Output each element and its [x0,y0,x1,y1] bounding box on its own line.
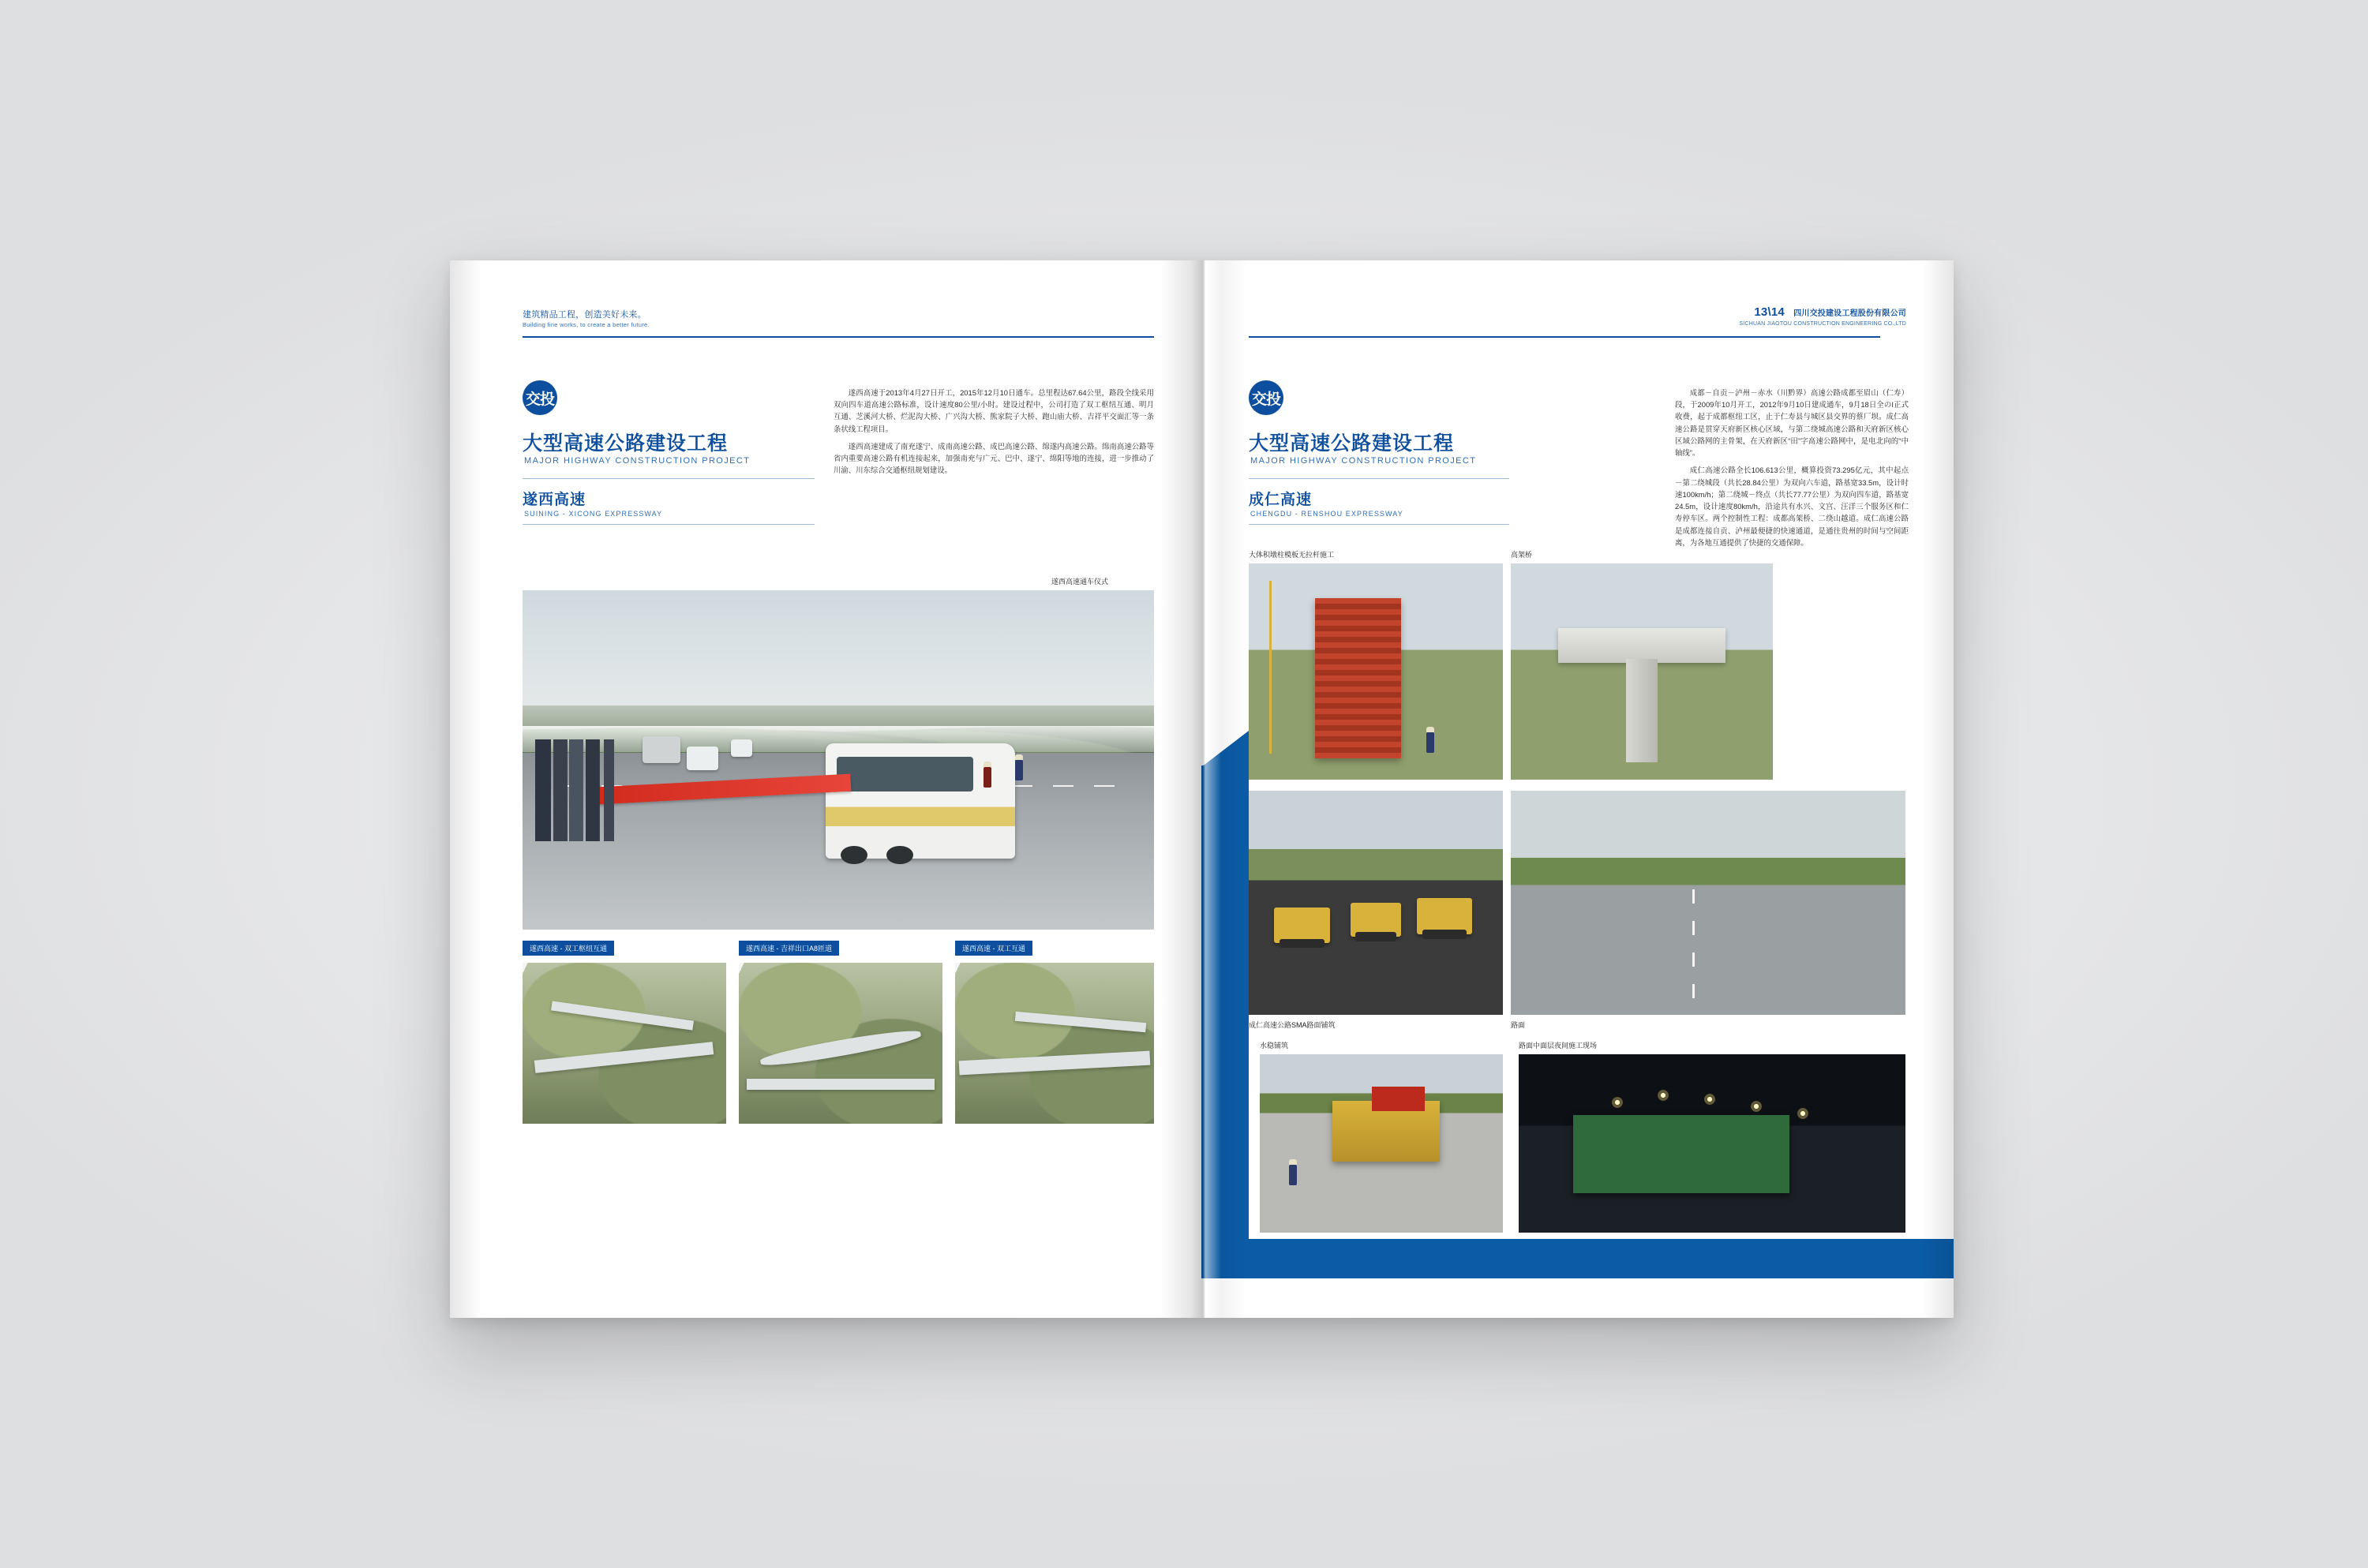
blue-side-strip [1201,765,1249,1239]
photo-paver-cab [1372,1087,1426,1112]
caption-formwork: 大体积墩柱模板无拉杆施工 [1249,551,1335,559]
header-right-block [1739,305,1906,328]
title-divider [523,478,815,479]
blue-wedge-top [1201,731,1249,767]
magazine-spread [450,260,1954,1318]
photo-work-light-4 [1751,1101,1762,1112]
header-rule-right [1249,336,1880,338]
photo-work-light-2 [1658,1090,1669,1101]
photo-crane-mast [1269,581,1272,754]
title-divider-right [1249,478,1509,479]
photo-worker-stabilized [1289,1165,1297,1185]
blue-bottom-bar-left [1201,1239,1249,1278]
left-body-text [834,387,1154,482]
photo-viaduct-girder [1511,563,1773,780]
page-edge-shadow-right [1922,260,1954,1318]
left-paragraph-2: 遂西高速建成了南充遂宁、成南高速公路、成巴高速公路、绵遂内高速公路。绵南高速公路等省内重要高速公路有机连接起来，加强南充与广元、巴中、遂宁、绵阳等地的连接，进一步推动了川渝、川东综合交通枢纽规划建设。 [834,441,1154,475]
photo-work-light-3 [1704,1094,1715,1105]
photo-interchange-2 [739,963,942,1124]
photo-bus-far [643,736,680,763]
caption-stabilized: 水稳铺筑 [1260,1042,1289,1050]
photo-night-paver [1573,1115,1789,1193]
right-paragraph-1: 成都－自贡－泸州－赤水（川黔界）高速公路成都至眉山（仁寿）段，于2009年10月开工，2012年9月10日建成通车，9月18日全のI正式收费，起于成都枢纽工区，止于仁寿县与城区县交界的蔡厂坝。成仁高速公路是贯穿天府新区核心区域，与第二绕城高速公路和天府新区核心区域公路网的主骨架，在天府新区“田”字高速公路网中，是电北向的“中轴线”。 [1675,388,1909,458]
section-title-cn: 大型高速公路建设工程 [523,432,729,455]
right-paragraph-2: 成仁高速公路全长106.613公里，概算投资73.295亿元，其中起点－第二绕城段（共长28.84公里）为双向六车道，路基宽33.5m，设计时速100km/h；第二绕城－终点（共长77.77公里）为双向四车道，路基宽24.5m，设计速度80km/h，沿途共有水兴、文宫、汪洋三个服务区和仁寿停车区。两个控制性工程：成都高架桥、二绕山越道。成仁高速公路是成都连接自贡、泸州最便捷的快速通道，是通往贵州的时间与空间距离，为各地互通提供了快捷的交通保障。 [1675,466,1909,547]
section-title-en: MAJOR HIGHWAY CONSTRUCTION PROJECT [524,456,751,466]
photo-interchange-3 [955,963,1154,1124]
photo-bus-main [826,743,1015,859]
logo-mark: 交投 [525,391,554,408]
photo-worker-formwork [1426,732,1434,753]
caption-viaduct: 高架桥 [1511,551,1533,559]
photo-roller-3 [1417,898,1473,934]
blue-bottom-bar [1249,1239,1954,1278]
photo-ramp-c [759,1026,923,1070]
header-slogan [523,309,650,329]
photo-road-surface [1511,791,1905,1015]
page-number: 13\14 [1754,305,1785,319]
company-name-en: SICHUAN JIAOTOU CONSTRUCTION ENGINEERING CO.,LTD [1739,321,1906,327]
photo-work-light-5 [1797,1108,1808,1119]
header-slogan-en: Building fine works, to create a better future. [523,320,650,328]
caption-sma: 成仁高速公路SMA路面铺筑 [1249,1021,1336,1029]
company-logo-right [1249,380,1283,415]
header-slogan-cn: 建筑精品工程，创造美好未来。 [523,310,646,320]
caption-main-photo: 遂西高速通车仪式 [1051,578,1109,586]
photo-box-girder [1558,628,1725,663]
project-name-cn-right: 成仁高速 [1249,492,1313,508]
caption-surface: 路面 [1511,1021,1526,1029]
header-rule-left [523,336,1154,338]
company-logo [523,380,557,415]
photo-stabilized-base [1260,1054,1503,1233]
page-right [1201,260,1954,1318]
page-edge-shadow-left [450,260,481,1318]
photo-viaduct-deck [959,1051,1151,1076]
photo-opening-ceremony [523,590,1154,930]
photo-formwork-stack [1315,598,1401,758]
photo-interchange-1 [523,963,726,1124]
photo-sma-paving [1249,791,1503,1015]
photo-car-2 [731,739,752,757]
photo-ramp-d [747,1079,934,1090]
photo-ramp-a [534,1042,714,1073]
photo-car-1 [687,747,718,770]
photo-ramp-b [551,1001,694,1031]
caption-interchange-3: 遂西高速 - 双工互通 [955,941,1032,956]
photo-crowd [535,739,624,841]
project-name-cn: 遂西高速 [523,492,586,508]
photo-person-right-2 [984,767,991,788]
section-title-cn-right: 大型高速公路建设工程 [1249,432,1455,455]
logo-mark-right: 交投 [1251,391,1280,408]
photo-pier-formwork [1249,563,1503,780]
left-paragraph-1: 遂西高速于2013年4月27日开工，2015年12月10日通车。总里程达67.64公里，路段全线采用双向四车道高速公路标准，设计速度80公里/小时。建设过程中，公司打造了双工枢纽互通、明月互通、芝溪河大桥、烂泥沟大桥、广兴沟大桥、熊家院子大桥、跑山庙大桥、吉祥平交面汇等一条条状线工程项目。 [834,388,1154,433]
caption-night: 路面中面层夜间施工现场 [1519,1042,1598,1050]
photo-roller-2 [1351,903,1401,937]
company-name-cn: 四川交投建设工程股份有限公司 [1793,309,1906,318]
right-body-text [1675,387,1909,554]
photo-viaduct-deck-2 [1014,1012,1146,1033]
photo-pier-column [1626,659,1658,763]
photo-roller-1 [1274,907,1330,943]
project-name-en-right: CHENGDU - RENSHOU EXPRESSWAY [1250,510,1403,518]
section-title-en-right: MAJOR HIGHWAY CONSTRUCTION PROJECT [1250,456,1477,466]
caption-interchange-1: 遂西高速 - 双工枢纽互通 [523,941,614,956]
page-left [450,260,1201,1318]
photo-work-light-1 [1612,1097,1623,1108]
project-name-en: SUINING - XICONG EXPRESSWAY [524,510,663,518]
title-divider-right-2 [1249,524,1509,525]
photo-person-right [1015,760,1023,780]
photo-night-paving [1519,1054,1905,1233]
title-divider-2 [523,524,815,525]
caption-interchange-2: 遂西高速 - 吉祥出口A8匝道 [739,941,839,956]
